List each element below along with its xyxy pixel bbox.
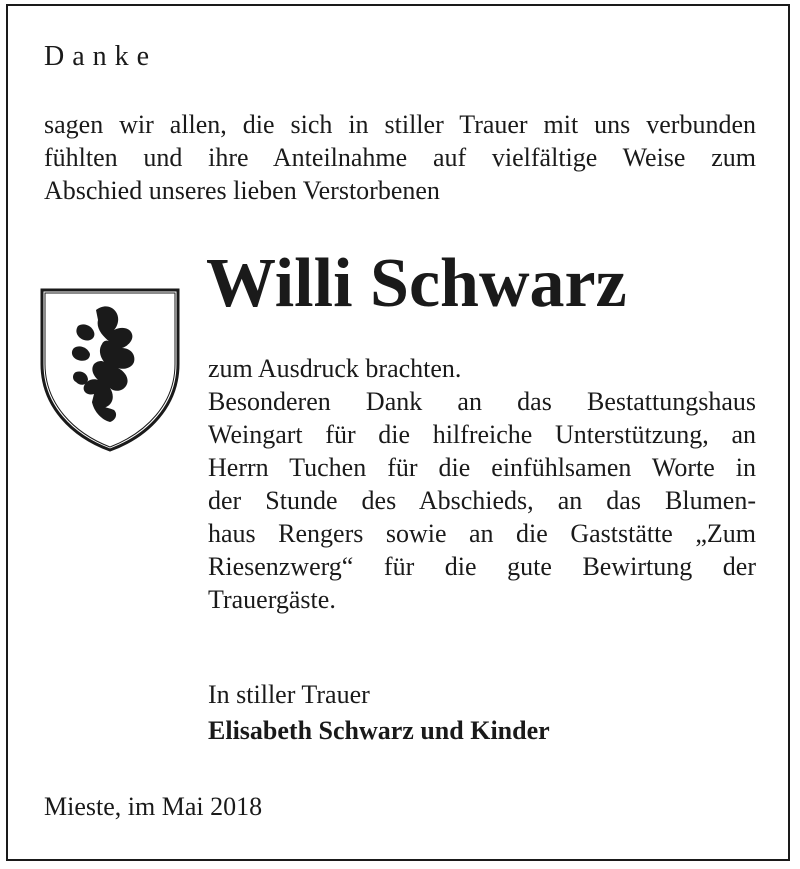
body-line: Riesenzwerg“ für die gute Bewirtung der (208, 552, 756, 581)
signature-names: Elisabeth Schwarz und Kinder (208, 716, 550, 745)
coat-of-arms-antler-icon (38, 286, 182, 454)
body-line: zum Ausdruck brachten. (208, 354, 462, 383)
notice-heading: Danke (44, 41, 158, 72)
intro-paragraph (44, 108, 756, 207)
intro-line: sagen wir allen, die sich in stiller Trauer mit uns verbunden (44, 110, 756, 139)
intro-line: Abschied unseres lieben Verstorbenen (44, 176, 440, 205)
place-date: Mieste, im Mai 2018 (44, 792, 263, 821)
body-line: haus Rengers sowie an die Gaststätte „Zum (208, 519, 756, 548)
signature-intro: In stiller Trauer (208, 680, 370, 709)
body-paragraph (208, 352, 756, 616)
body-line: der Stunde des Abschieds, an das Blumen- (208, 486, 756, 515)
body-line: Trauergäste. (208, 585, 336, 614)
body-line: Besonderen Dank an das Bestattungshaus (208, 387, 756, 416)
body-line: Weingart für die hilfreiche Unterstützung, an (208, 420, 756, 449)
intro-line: fühlten und ihre Anteilnahme auf vielfältige Weise zum (44, 143, 756, 172)
body-line: Herrn Tuchen für die einfühlsamen Worte in (208, 453, 756, 482)
deceased-name: Willi Schwarz (206, 245, 627, 322)
